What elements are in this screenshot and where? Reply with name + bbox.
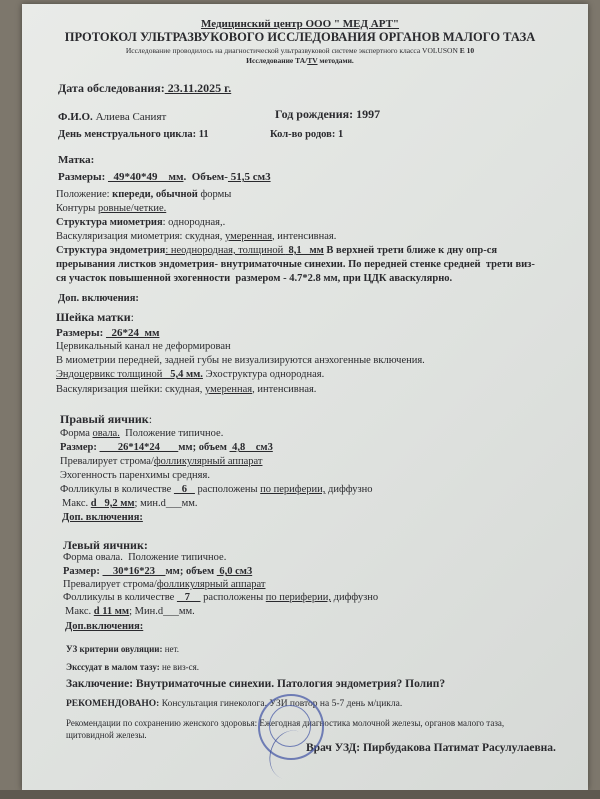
cervical-canal-text: Цервикальный канал не деформирован <box>56 341 231 352</box>
left-ovary-heading-text: Левый яичник: <box>63 538 148 552</box>
left-ovary-max-d-text: ; Мин.d___мм. <box>129 606 195 617</box>
births-count <box>270 128 343 142</box>
cervix-vascularization-text: умеренная <box>205 384 253 395</box>
left-ovary-heading <box>63 538 148 552</box>
cervix-heading-text: : <box>130 310 134 324</box>
left-ovary-size-text: Размер: <box>63 566 103 577</box>
exudate <box>66 660 199 674</box>
cervix-heading <box>56 310 134 324</box>
right-ovary-size-text: Размер: <box>60 442 100 453</box>
table-edge <box>0 790 600 799</box>
right-ovary-follicles <box>60 483 373 497</box>
protocol-title <box>0 30 600 44</box>
left-ovary-additional <box>65 620 143 634</box>
endocervix-text: Эндоцервикс толщиной <box>56 369 165 380</box>
left-ovary-max-d <box>65 605 195 619</box>
left-ovary-follicles <box>63 591 378 605</box>
uterus-position-text: Положение: <box>56 189 113 200</box>
cervix-size <box>56 326 159 340</box>
right-ovary-additional <box>62 511 143 525</box>
endometrium-line-2 <box>56 258 535 272</box>
right-ovary-max-d <box>62 497 198 511</box>
uterus-additional <box>58 292 139 306</box>
right-ovary-max-d-text: Макс. <box>62 498 91 509</box>
cycle-day <box>58 128 209 142</box>
endometrium-line-3 <box>56 272 452 286</box>
cervix-vascularization <box>56 383 316 397</box>
left-ovary-follicles-text: 7 <box>176 592 201 603</box>
birth-year-text: Год рождения: 1997 <box>275 107 381 121</box>
protocol-title-text: ПРОТОКОЛ УЛЬТРАЗВУКОВОГО ИССЛЕДОВАНИЯ ОРГАНОВ МАЛОГО ТАЗА <box>64 30 536 44</box>
right-ovary-heading-text: Правый яичник <box>60 412 149 426</box>
left-ovary-follicles-text: по периферии, <box>265 592 332 603</box>
right-ovary-max-d-text: d 9,2 мм <box>90 498 135 509</box>
endometrium-line-2-text: прерывания листков эндометрия- внутриматочные синехии. По передней стенке средней трети виз- <box>56 259 535 270</box>
patient-name <box>58 110 166 124</box>
left-ovary-shape <box>63 551 226 565</box>
cervix-size-text: 26*24 мм <box>105 327 160 339</box>
left-ovary-follicles-text: Фолликулы в количестве <box>63 592 177 603</box>
right-ovary-shape-text: Форма <box>60 428 93 439</box>
right-ovary-heading-text: : <box>148 412 153 426</box>
right-ovary-follicles-text: расположены <box>194 484 261 495</box>
endometrium-structure <box>56 244 497 258</box>
ovulation-criteria-text: нет. <box>162 644 180 654</box>
doctor-name-text: Врач УЗД: Пирбудакова Патимат Расулулаевна. <box>306 742 556 754</box>
left-ovary-stroma <box>63 578 266 592</box>
left-ovary-max-d-text: d 11 мм <box>93 606 130 617</box>
womens-health-line-2 <box>66 728 147 742</box>
uterus-position <box>56 188 231 202</box>
uterus-additional-text: Доп. включения: <box>58 293 139 304</box>
endocervix-text: Эхоструктура однородная. <box>202 369 325 380</box>
myometrium-vascularization-text: умеренная <box>224 231 273 242</box>
clinic-name <box>0 17 600 31</box>
method-note-text: TV <box>307 56 318 65</box>
uterus-heading-text: Матка: <box>58 154 95 166</box>
patient-name-text: Ф.И.О. <box>58 111 96 123</box>
left-ovary-follicles-text: расположены <box>200 592 266 603</box>
myometrium-vascularization-text: , интенсивная. <box>272 231 337 242</box>
cervix-heading-text: Шейка матки <box>56 310 131 324</box>
right-ovary-follicles-text: по периферии, <box>260 484 326 495</box>
uterus-position-text: формы <box>197 189 232 200</box>
conclusion-text: Заключение: Внутриматочные синехии. Патология эндометрия? Полип? <box>66 678 446 690</box>
right-ovary-size-text: 4,8 см3 <box>229 442 273 453</box>
cervix-myometrium <box>56 354 425 368</box>
right-ovary-echogenicity <box>60 469 210 483</box>
left-ovary-size-text: мм; объем <box>165 566 217 577</box>
right-ovary-size-text: мм; объем <box>178 442 230 453</box>
myometrium-structure-text: Структура миометрия <box>56 217 163 228</box>
cervix-vascularization-text: Васкуляризация шейки: скудная, <box>56 384 206 395</box>
cycle-day-text: День менструального цикла: 11 <box>58 129 209 140</box>
endometrium-structure-text: В верхней трети ближе к дну опр-ся <box>323 245 498 256</box>
right-ovary-stroma <box>60 455 263 469</box>
myometrium-structure-text: : однородная,. <box>162 217 226 228</box>
equipment-note-text: Исследование проводилось на диагностической ультразвуковой системе экспертного класса VOLUSON <box>125 46 460 55</box>
endocervix-text: 5,4 мм. <box>165 369 203 380</box>
recommended-text: Консультация гинеколога. УЗИ повтор на 5-7 день м/цикла. <box>159 699 403 709</box>
right-ovary-follicles-text: Фолликулы в количестве <box>60 484 174 495</box>
right-ovary-heading <box>60 412 152 426</box>
births-count-text: Кол-во родов: 1 <box>270 129 344 140</box>
left-ovary-max-d-text: Макс. <box>65 606 94 617</box>
exam-date-text: Дата обследования: <box>58 81 165 95</box>
exam-date-text: 23.11.2025 г. <box>164 81 232 95</box>
ovulation-criteria <box>66 642 179 656</box>
equipment-note-text: E 10 <box>459 46 475 55</box>
uterus-size-text: 51,5 см3 <box>227 171 271 183</box>
uterus-size <box>58 170 271 184</box>
recommended-text: РЕКОМЕНДОВАНО: <box>66 699 160 709</box>
endometrium-structure-text: : неоднородная, толщиной <box>165 245 286 256</box>
right-ovary-stroma-text: фолликулярный аппарат <box>153 456 263 467</box>
right-ovary-size-text: 26*14*24 <box>99 442 179 453</box>
uterus-position-text: кпереди, обычной <box>112 189 198 200</box>
right-ovary-size <box>60 441 273 455</box>
clinic-name-text: Медицинский центр ООО " МЕД АРТ" <box>200 18 400 30</box>
left-ovary-stroma-text: Превалирует строма/ <box>63 579 157 590</box>
right-ovary-echogenicity-text: Эхогенность паренхимы средняя. <box>60 470 210 481</box>
uterus-size-text: Размеры: <box>58 171 108 183</box>
cervix-myometrium-text: В миометрии передней, задней губы не визуализируются анэхогенные включения. <box>56 355 425 366</box>
left-ovary-size-text: 30*16*23 <box>102 566 166 577</box>
left-ovary-shape-text: Форма овала. Положение типичное. <box>63 552 227 563</box>
myometrium-vascularization-text: Васкуляризация миометрия: скудная, <box>56 231 225 242</box>
exam-date <box>58 81 231 95</box>
cervical-canal <box>56 340 231 354</box>
right-ovary-max-d-text: ; мин.d___мм. <box>134 498 198 509</box>
uterus-contours-text: Контуры <box>56 203 98 214</box>
method-note-text: Исследование ТА/ <box>246 56 308 65</box>
myometrium-structure <box>56 216 225 230</box>
birth-year <box>275 107 380 121</box>
right-ovary-shape <box>60 427 223 441</box>
womens-health-recommendations-text: Рекомендации по сохранению женского здоровья: Ежегодная диагностика молочной железы, органов малого таза, <box>66 718 505 728</box>
uterus-size-text: 49*40*49 мм <box>107 171 184 183</box>
ovulation-criteria-text: УЗ критерии овуляции: <box>66 644 163 654</box>
right-ovary-shape-text: Положение типичное. <box>119 428 224 439</box>
method-note <box>0 54 600 68</box>
right-ovary-follicles-text: 6 <box>173 484 195 495</box>
womens-health-line-2-text: щитовидной железы. <box>66 730 147 740</box>
left-ovary-size <box>63 565 252 579</box>
method-note-text: методами. <box>317 56 354 65</box>
endometrium-structure-text: Структура эндометрия <box>56 245 166 256</box>
right-ovary-follicles-text: диффузно <box>325 484 373 495</box>
exudate-text: Экссудат в малом тазу: <box>66 662 160 672</box>
right-ovary-additional-text: Доп. включения: <box>62 512 143 523</box>
right-ovary-shape-text: овала. <box>92 428 120 439</box>
right-ovary-stroma-text: Превалирует строма/ <box>60 456 154 467</box>
patient-name-text: Алиева Саният <box>95 111 167 123</box>
endocervix <box>56 368 324 382</box>
left-ovary-size-text: 6,0 см3 <box>216 566 253 577</box>
uterus-heading <box>58 153 94 167</box>
conclusion <box>66 677 445 691</box>
uterus-size-text: . Объем- <box>183 171 228 183</box>
endometrium-structure-text: 8,1 мм <box>285 245 324 256</box>
uterus-contours-text: ровные/четкие. <box>97 203 167 214</box>
endometrium-line-3-text: ся участок повышенной эхогенности размером - 4.7*2.8 мм, при ЦДК аваскулярно. <box>56 273 453 284</box>
cervix-size-text: Размеры: <box>56 327 106 339</box>
exudate-text: не виз-ся. <box>159 662 200 672</box>
cervix-vascularization-text: , интенсивная. <box>252 384 317 395</box>
recommended <box>66 697 402 711</box>
left-ovary-stroma-text: фолликулярный аппарат <box>156 579 266 590</box>
myometrium-vascularization <box>56 230 336 244</box>
uterus-contours <box>56 202 166 216</box>
left-ovary-additional-text: Доп.включения: <box>65 621 144 632</box>
left-ovary-follicles-text: диффузно <box>331 592 379 603</box>
doctor-name <box>306 741 556 755</box>
